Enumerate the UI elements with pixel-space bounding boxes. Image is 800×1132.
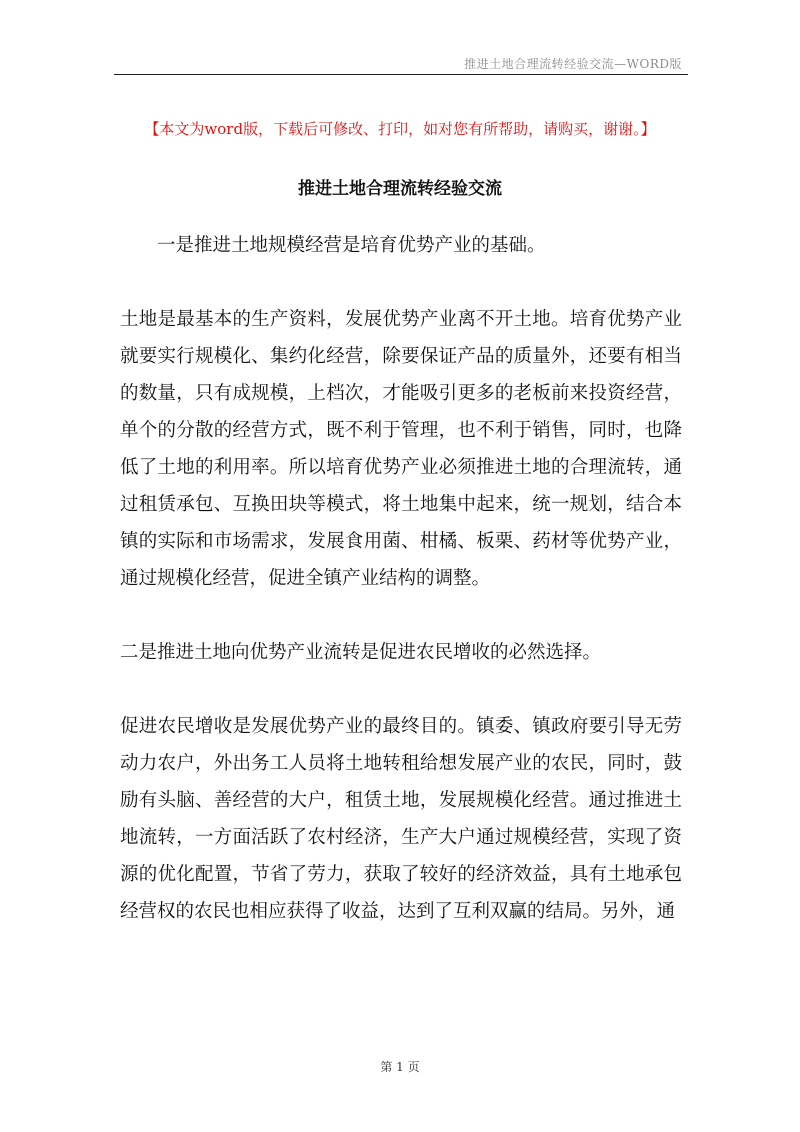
paragraph-gap [120,597,682,634]
paragraph-gap [120,264,682,301]
paragraph-gap [120,671,682,708]
paragraph-body-one: 土地是最基本的生产资料，发展优势产业离不开土地。培育优势产业就要实行规模化、集约化经营，除要保证产品的质量外，还要有相当的数量，只有成规模，上档次，才能吸引更多的老板前来投资经营，单个的分散的经营方式，既不利于管理，也不利于销售，同时，也降低了土地的利用率。所以培育优势产业必须推进土地的合理流转，通过租赁承包、互换田块等模式，将土地集中起来，统一规划，结合本镇的实际和市场需求，发展食用菌、柑橘、板栗、药材等优势产业，通过规模化经营，促进全镇产业结构的调整。 [120,309,682,589]
page-number: 第 1 页 [380,1060,420,1074]
paragraph-point-one: 一是推进土地规模经营是培育优势产业的基础。 [157,235,546,256]
document-title: 推进土地合理流转经验交流 [298,179,502,199]
document-body [120,227,682,930]
running-header: 推进土地合理流转经验交流—WORD版 [464,57,682,71]
paragraph-body-two: 促进农民增收是发展优势产业的最终目的。镇委、镇政府要引导无劳动力农户，外出务工人员将土地转租给想发展产业的农民，同时，鼓励有头脑、善经营的大户，租赁土地，发展规模化经营。通过推进土地流转，一方面活跃了农村经济，生产大户通过规模经营，实现了资源的优化配置，节省了劳力，获取了较好的经济效益，具有土地承包经营权的农民也相应获得了收益，达到了互利双赢的结局。另外，通 [120,716,682,922]
purchase-notice: 【本文为word版，下载后可修改、打印，如对您有所帮助，请购买，谢谢。】 [144,120,656,138]
header-divider [114,74,688,75]
paragraph-point-two: 二是推进土地向优势产业流转是促进农民增收的必然选择。 [120,642,602,663]
